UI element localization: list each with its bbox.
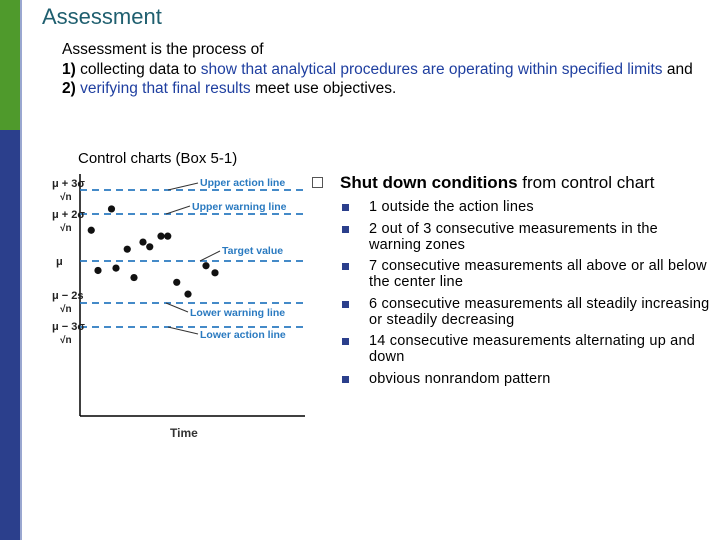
- square-bullet-icon: [342, 226, 349, 233]
- lower-warning-label: Lower warning line: [190, 307, 286, 319]
- chart-caption: Control charts (Box 5-1): [78, 150, 238, 167]
- uwl-label: μ + 2σ: [52, 209, 85, 221]
- data-point: [173, 279, 180, 286]
- square-bullet-icon: [342, 338, 349, 345]
- target-label: Target value: [222, 245, 284, 257]
- control-chart: [50, 172, 310, 444]
- upper-action-label: Upper action line: [200, 177, 286, 189]
- data-point: [164, 233, 171, 240]
- data-point: [211, 269, 218, 276]
- leader-upper-warning: [166, 206, 190, 214]
- lwl-label-n: √n: [60, 304, 72, 315]
- square-bullet-icon: [342, 263, 349, 270]
- upper-warning-label: Upper warning line: [192, 201, 287, 213]
- square-bullet-icon: [342, 204, 349, 211]
- data-point: [124, 246, 131, 253]
- left-accent-bar-green: [0, 0, 20, 130]
- condition-item: 14 consecutive measurements alternating up and down: [342, 333, 712, 365]
- intro-item2: 2) verifying that final results meet use objectives.: [62, 80, 397, 97]
- data-point: [146, 243, 153, 250]
- data-point: [130, 274, 137, 281]
- data-point: [108, 205, 115, 212]
- data-point: [112, 265, 119, 272]
- lower-action-label: Lower action line: [200, 329, 286, 341]
- data-point: [139, 238, 146, 245]
- condition-item: obvious nonrandom pattern: [342, 371, 712, 387]
- data-point: [157, 233, 164, 240]
- lcl-label-n: √n: [60, 335, 72, 346]
- ucl-label-n: √n: [60, 192, 72, 203]
- left-accent-bar-blue: [0, 130, 20, 540]
- center-label: μ: [56, 256, 63, 268]
- data-point: [88, 227, 95, 234]
- shutdown-conditions: [312, 172, 712, 392]
- condition-item: 7 consecutive measurements all above or all below the center line: [342, 258, 712, 290]
- x-axis-label: Time: [170, 426, 198, 440]
- lcl-label: μ − 3σ: [52, 321, 85, 333]
- data-point: [94, 267, 101, 274]
- main-bullet: Shut down conditions from control chart: [312, 172, 712, 193]
- leader-upper-action: [168, 183, 198, 190]
- condition-item: 6 consecutive measurements all steadily increasing or steadily decreasing: [342, 296, 712, 328]
- slide-title: Assessment: [42, 4, 162, 29]
- condition-item: 2 out of 3 consecutive measurements in the warning zones: [342, 221, 712, 253]
- intro-line1: Assessment is the process of: [62, 41, 264, 58]
- square-bullet-icon: [342, 301, 349, 308]
- intro-item1: 1) collecting data to show that analytical procedures are operating within specified limits and: [62, 60, 693, 78]
- left-accent-divider: [20, 0, 22, 540]
- data-point: [202, 262, 209, 269]
- leader-lower-action: [168, 327, 198, 334]
- condition-list: [312, 199, 712, 387]
- uwl-label-n: √n: [60, 223, 72, 234]
- leader-target: [200, 251, 220, 261]
- data-point: [184, 291, 191, 298]
- square-bullet-icon: [342, 376, 349, 383]
- intro-text: [62, 40, 702, 99]
- leader-lower-warning: [166, 303, 188, 312]
- condition-item: 1 outside the action lines: [342, 199, 712, 215]
- lwl-label: μ − 2s: [52, 290, 84, 302]
- ucl-label: μ + 3σ: [52, 178, 85, 190]
- hollow-square-bullet-icon: [312, 177, 323, 188]
